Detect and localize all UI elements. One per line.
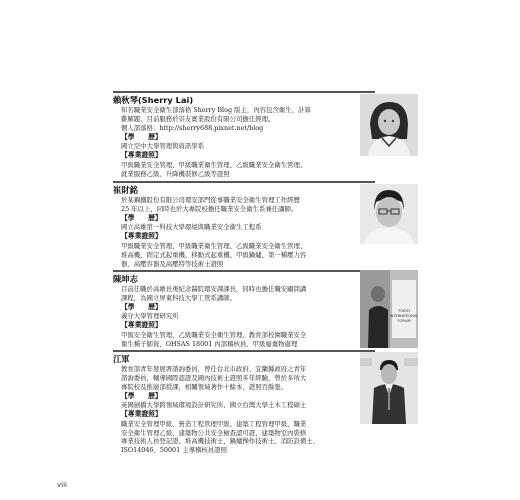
- author-photo: [360, 184, 418, 244]
- author-intro: [113, 365, 375, 392]
- author-entry: [113, 350, 375, 455]
- certificates-text: [113, 161, 375, 179]
- author-name: 賴秋琴(Sherry Lai): [113, 95, 194, 105]
- certificate-line: 甲級職業安全管理、甲級職業衛生管理、乙級職業安全衛生管理、: [121, 160, 307, 169]
- author-photo: [360, 270, 418, 348]
- divider: [113, 91, 375, 93]
- certificates-heading: 【專業證照】: [121, 410, 162, 419]
- education-line: 英國劍橋大學跨領域環境設計研究所、國立台灣大學土木工程碩士: [121, 401, 307, 410]
- author-name: 崔財銘: [113, 185, 138, 195]
- education-text: [113, 312, 375, 321]
- author-intro: [113, 285, 375, 303]
- certificate-line: 安全衛生管理乙級、建築物公共安全檢查認可證、建築物室內裝修: [121, 428, 307, 437]
- banner-text: INTERNATIONAL: [389, 314, 418, 318]
- certificates-heading: 【專業證照】: [121, 321, 162, 330]
- education-line: 國立空中大學管理與資訊學系: [121, 142, 205, 151]
- education-line: 國立高雄第一科技大學環境與職業安全衛生工程系: [121, 223, 262, 232]
- intro-line: 25 年以上，同時也於大專院校擔任職業安全衛生系兼任講師。: [121, 204, 298, 213]
- certificates-text: [113, 420, 375, 456]
- banner-text: FORUM: [397, 319, 411, 323]
- intro-line: 課程，為國立屏東科技大學工管系講師。: [121, 293, 237, 302]
- divider: [113, 270, 375, 272]
- education-text: [113, 142, 375, 151]
- education-heading: 【學 歷】: [121, 302, 162, 311]
- author-entry: [113, 270, 375, 349]
- author-photo: [360, 352, 418, 424]
- education-text: [113, 401, 375, 410]
- author-name: 江軍: [113, 354, 130, 364]
- intro-line: 諮詢委員，輔導國際認證及國內技術士證照多年經驗，曾於多所大: [121, 373, 307, 382]
- certificates-text: [113, 242, 375, 269]
- certificates-heading: 【專業證照】: [121, 232, 162, 241]
- page-number: viii: [57, 481, 67, 489]
- certificate-line: 甲級安全衛生管理、乙級職業安全衛生管理、教育部校園職業安全: [121, 330, 307, 339]
- certificates-heading: 【專業證照】: [121, 151, 162, 160]
- certificate-line: 甲級職業安全管理、甲級職業衛生管理、乙級職業安全衛生管理、: [121, 241, 307, 250]
- author-name: 陳坤志: [113, 274, 138, 284]
- intro-line: 知名職業安全衛生部落格 Sherry Blog 版主，內容包含衛生、計算: [121, 106, 311, 114]
- certificate-line: 專業技術人員登記證、堆高機技術士、鍋爐操作技術士、消防設備士、: [121, 437, 320, 446]
- banner-text: TOKYO: [397, 309, 411, 313]
- intro-line: 目前任職於高雄長庚紀念醫院環安課課長，同時也擔任職安顧問講: [121, 285, 307, 293]
- certificate-line: 就業服務乙級、升降機裝修乙級等證照: [121, 169, 230, 178]
- intro-line: 雞解題，目前服務於崇友實業股份有限公司擔任經理。: [121, 114, 275, 123]
- education-heading: 【學 歷】: [121, 132, 162, 141]
- certificate-line: 器、高壓容器及高壓特等技術士證照: [121, 259, 224, 268]
- intro-line: 於某鋼鐵股份有限公司環安部門從事職業安全衛生管理工作經歷: [121, 196, 300, 204]
- intro-line: 專院校及推廣部授課，相關領域著作十餘本，證照百餘張。: [121, 382, 288, 391]
- certificate-line: ISO14046、50001 主導稽核員證照: [121, 446, 227, 455]
- divider: [113, 350, 375, 352]
- author-photo: [360, 94, 418, 156]
- author-entry: [113, 91, 375, 178]
- education-heading: 【學 歷】: [121, 213, 162, 222]
- author-intro: [113, 106, 375, 133]
- education-heading: 【學 歷】: [121, 391, 162, 400]
- certificate-line: 職業安全管理甲級、營造工程管理甲級、建築工程管理甲級、職業: [121, 419, 307, 428]
- certificate-line: 堆高機、固定式起重機、移動式起重機、甲級鍋爐、第一種壓力容: [121, 250, 307, 259]
- education-line: 義守大學管理研究所: [121, 312, 179, 321]
- author-entry: [113, 181, 375, 268]
- certificates-text: [113, 331, 375, 349]
- intro-line: 教育部青年發展署諮詢委員，曾任台北市政府、宜蘭縣政府之青年: [121, 365, 307, 373]
- divider: [113, 181, 375, 183]
- author-intro: [113, 196, 375, 214]
- certificate-line: 衛生種子師資、OHSAS 18001 內部稽核員、甲級廢棄物處理: [121, 339, 298, 348]
- intro-line: 個人部落格：http://sherry688.pixnet.net/blog: [121, 123, 264, 132]
- education-text: [113, 223, 375, 232]
